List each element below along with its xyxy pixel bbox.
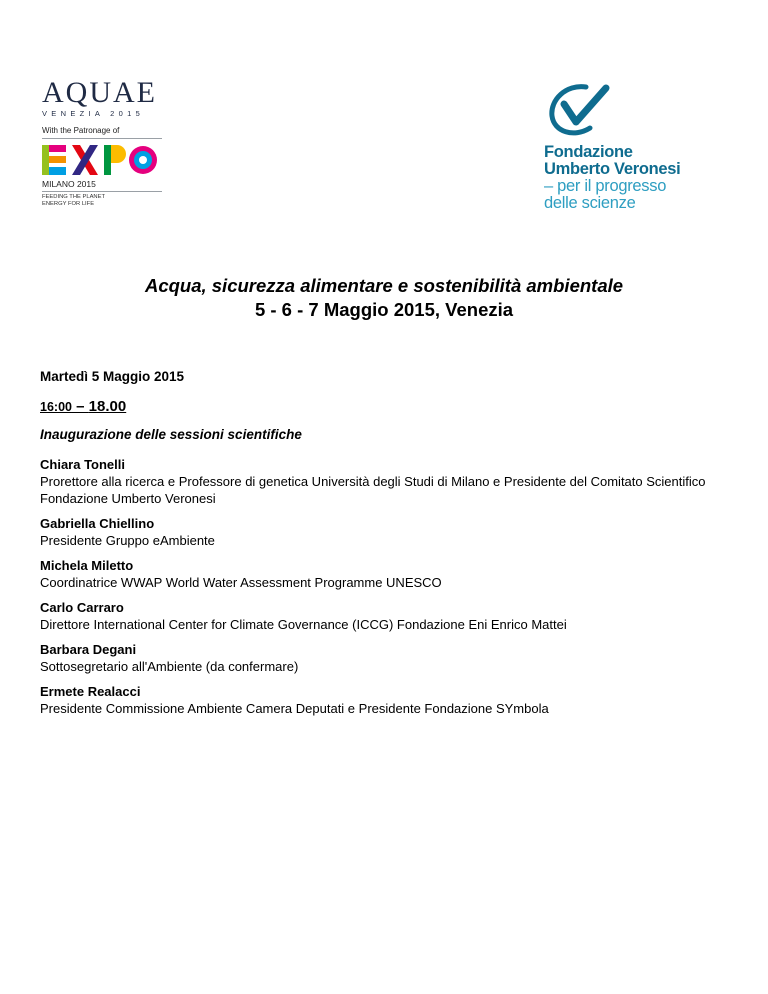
time-slot (40, 398, 730, 416)
foundation-motto-line1: – per il progresso (544, 177, 667, 195)
day-heading: Martedì 5 Maggio 2015 (40, 369, 185, 384)
expo-logo-icon (42, 145, 158, 175)
event-logos (42, 78, 162, 208)
speaker-item (40, 557, 730, 591)
expo-tagline-2: ENERGY FOR LIFE (42, 201, 95, 207)
session-title: Inaugurazione delle sessioni scientifiche (40, 427, 302, 442)
aquae-subtitle: VENEZIA 2015 (42, 109, 145, 118)
time-end: 18.00 (88, 398, 127, 415)
speaker-name: Carlo Carraro (40, 600, 124, 615)
time-start: 16:00 (40, 400, 72, 414)
speaker-name: Gabriella Chiellino (40, 516, 155, 531)
speaker-name: Chiara Tonelli (40, 457, 125, 472)
checkmark-circle-icon (546, 82, 610, 138)
speaker-list (40, 456, 730, 717)
foundation-name-line1: Fondazione (544, 143, 633, 161)
speaker-role: Sottosegretario all'Ambiente (da confermare) (40, 659, 299, 674)
speaker-role: Presidente Commissione Ambiente Camera Deputati e Presidente Fondazione SYmbola (40, 701, 549, 716)
speaker-item (40, 456, 730, 507)
event-title: Acqua, sicurezza alimentare e sostenibilità ambientale (144, 275, 624, 296)
speaker-role: Prorettore alla ricerca e Professore di genetica Università degli Studi di Milano e Presidente del Comitato Scientifico Fondazione Umberto Veronesi (40, 474, 706, 506)
speaker-name: Barbara Degani (40, 642, 137, 657)
speaker-item (40, 683, 730, 717)
expo-tagline (42, 194, 162, 208)
aquae-logo: AQUAE (42, 76, 157, 109)
expo-tagline-1: FEEDING THE PLANET (42, 194, 106, 200)
speaker-role: Coordinatrice WWAP World Water Assessment Programme UNESCO (40, 575, 442, 590)
time-separator: – (71, 398, 89, 415)
patronage-text: With the Patronage of (42, 126, 162, 139)
speaker-name: Michela Miletto (40, 558, 134, 573)
programme (40, 368, 730, 717)
speaker-item (40, 641, 730, 675)
event-header (0, 274, 768, 322)
expo-city-year: MILANO 2015 (42, 179, 162, 192)
speaker-role: Direttore International Center for Climate Governance (ICCG) Fondazione Eni Enrico Mattei (40, 617, 567, 632)
speaker-item (40, 599, 730, 633)
foundation-logo (544, 82, 744, 212)
foundation-name-line2: Umberto Veronesi (544, 160, 681, 178)
speaker-name: Ermete Realacci (40, 684, 141, 699)
speaker-role: Presidente Gruppo eAmbiente (40, 533, 215, 548)
event-dates: 5 - 6 - 7 Maggio 2015, Venezia (254, 299, 514, 320)
speaker-item (40, 515, 730, 549)
foundation-motto-line2: delle scienze (544, 194, 636, 212)
